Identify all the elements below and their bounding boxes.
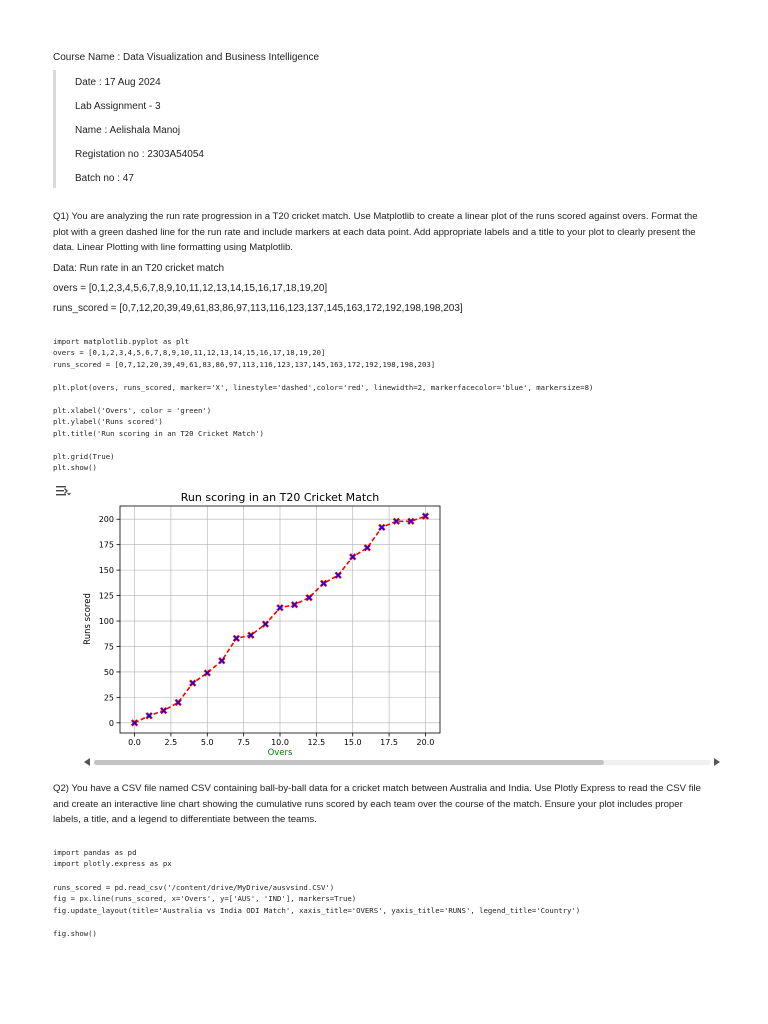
lab-assignment-field: Lab Assignment - 3 (75, 101, 161, 112)
x-tick-label: 12.5 (307, 738, 326, 747)
data-point-marker (262, 621, 268, 627)
course-name: Course Name : Data Visualization and Business Intelligence (53, 52, 320, 63)
x-tick-label: 17.5 (380, 738, 398, 747)
scroll-left-arrow-icon[interactable] (84, 758, 90, 766)
scroll-right-arrow-icon[interactable] (714, 758, 720, 766)
x-tick-label: 5.0 (200, 738, 214, 747)
x-axis-label: Overs (267, 748, 293, 758)
y-tick-label: 100 (98, 617, 114, 627)
batch-field: Batch no : 47 (75, 173, 134, 184)
output-scrollbar[interactable] (84, 758, 720, 766)
y-tick-label: 175 (98, 540, 114, 550)
x-tick-label: 7.5 (237, 738, 251, 747)
run-rate-line-chart (76, 487, 448, 759)
x-tick-label: 20.0 (416, 738, 435, 747)
data-point-marker (190, 680, 196, 686)
chart-title: Run scoring in an T20 Cricket Match (180, 491, 380, 504)
chart-grid (120, 506, 440, 733)
output-toggle-icon[interactable] (55, 484, 71, 498)
y-axis-label: Runs scored (83, 593, 93, 645)
x-tick-label: 15.0 (343, 738, 362, 747)
y-tick-label: 75 (103, 642, 114, 652)
y-tick-label: 125 (98, 591, 114, 601)
q2-question: Q2) You have a CSV file named CSV containing ball-by-ball data for a cricket match between Australia and India. Use Plotly Express to read the CSV file and create an interactive line chart showing the cumulative runs scored by each team over the course of the match. Ensure your plot includes proper labels, a title, and a legend to differentiate between the teams. (53, 783, 701, 826)
y-tick-label: 0 (108, 718, 114, 728)
y-tick-label: 25 (103, 693, 114, 703)
data-point-marker (364, 545, 370, 551)
data-point-marker (219, 658, 225, 664)
student-name-field: Name : Aelishala Manoj (75, 125, 181, 136)
registration-field: Registation no : 2303A54054 (75, 149, 204, 160)
q1-overs-line: overs = [0,1,2,3,4,5,6,7,8,9,10,11,12,13,14,15,16,17,18,19,20] (53, 283, 328, 294)
data-point-marker (379, 524, 385, 530)
q2-code-imports: import pandas as pd import plotly.express as px (53, 848, 172, 869)
q1-code-show: plt.grid(True) plt.show() (53, 452, 115, 473)
date-field: Date : 17 Aug 2024 (75, 77, 161, 88)
data-point-marker (335, 572, 341, 578)
data-point-marker (175, 699, 181, 705)
y-tick-label: 200 (98, 515, 114, 525)
q2-code-plot: runs_scored = pd.read_csv('/content/drive/MyDrive/ausvsind.CSV') fig = px.line(runs_scored, x='Overs', y=['AUS', 'IND'], markers=True) fig.update_layout(title='Australia vs India ODI Match', xaxis_title='OVERS', yaxis_title='RUNS', legend_title='Country') (53, 883, 581, 915)
x-tick-label: 2.5 (164, 738, 178, 747)
x-tick-label: 0.0 (128, 738, 141, 747)
y-tick-label: 150 (98, 566, 114, 576)
data-point-marker (320, 580, 326, 586)
scroll-thumb[interactable] (94, 760, 604, 765)
q1-code-imports: import matplotlib.pyplot as plt overs = [0,1,2,3,4,5,6,7,8,9,10,11,12,13,14,15,16,17,18,19,20] runs_scored = [0,7,12,20,39,49,61,83,86,97,113,116,123,137,145,163,172,192,198,198,203] (53, 337, 436, 369)
y-tick-label: 50 (103, 667, 114, 677)
chart-axes (99, 515, 435, 747)
q1-runs-line: runs_scored = [0,7,12,20,39,49,61,83,86,97,113,116,123,137,145,163,172,192,198,198,203] (53, 303, 463, 314)
q2-code-show: fig.show() (53, 929, 97, 938)
meta-divider (53, 70, 56, 188)
data-point-marker (233, 635, 239, 641)
q1-data-label: Data: Run rate in an T20 cricket match (53, 263, 225, 274)
x-tick-label: 10.0 (271, 738, 289, 747)
q1-question: Q1) You are analyzing the run rate progression in a T20 cricket match. Use Matplotlib to create a linear plot of the runs scored against overs. Format the plot with a green dashed line for the run rate and include markers at each data point. Add appropriate labels and a title to your plot to clearly present the data. Linear Plotting with line formatting using Matplotlib. (53, 211, 698, 254)
q1-code-plot: plt.plot(overs, runs_scored, marker='X', linestyle='dashed',color='red', linewidth=2, markerfacecolor='blue', markersize=8) (53, 383, 594, 392)
q1-code-labels: plt.xlabel('Overs', color = 'green') plt.ylabel('Runs scored') plt.title('Run scoring in an T20 Cricket Match') (53, 406, 264, 438)
